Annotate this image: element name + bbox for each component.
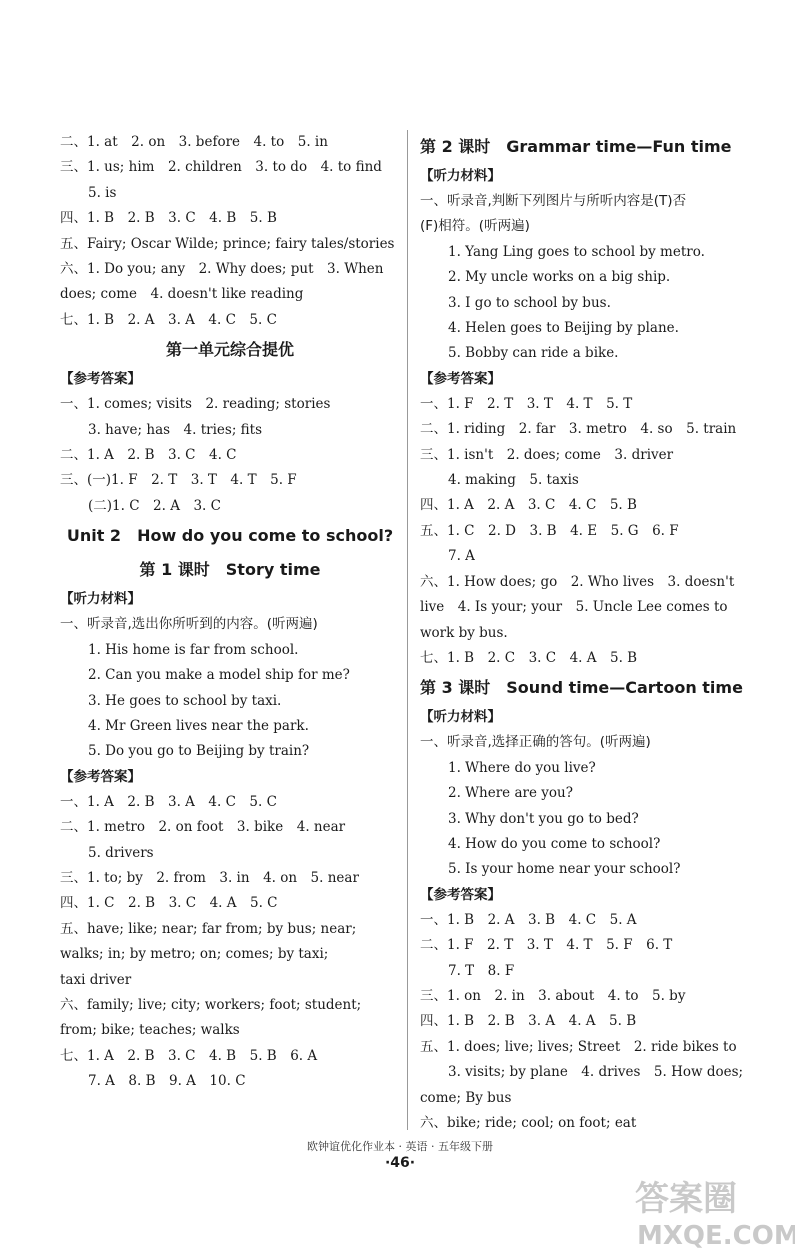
answer-line: 七、1. B 2. A 3. A 4. C 5. C — [60, 311, 277, 328]
question-instruction: 一、听录音,判断下列图片与所听内容是(T)否 — [420, 193, 687, 209]
section-tag: 【参考答案】 — [420, 370, 501, 387]
answer-line: 六、family; live; city; workers; foot; student; — [60, 996, 362, 1013]
answer-line: 5. Is your home near your school? — [448, 861, 681, 878]
section-heading: 第 1 课时 Story time — [139, 560, 321, 580]
answer-line: come; By bus — [420, 1089, 512, 1106]
answer-line: 四、1. B 2. B 3. A 4. A 5. B — [420, 1013, 637, 1030]
answer-line: 7. T 8. F — [448, 962, 515, 979]
book-footer: 欧钟谊优化作业本 · 英语 · 五年级下册 — [307, 1140, 493, 1153]
answer-line: 2. My uncle works on a big ship. — [448, 269, 671, 286]
answer-line: 4. How do you come to school? — [448, 835, 661, 852]
answer-line: 3. Why don't you go to bed? — [448, 810, 639, 827]
column-divider — [407, 130, 408, 1130]
answer-line: 三、1. on 2. in 3. about 4. to 5. by — [420, 987, 686, 1004]
answer-line: 六、1. Do you; any 2. Why does; put 3. When — [60, 261, 384, 278]
answer-line: 4. Mr Green lives near the park. — [88, 717, 309, 734]
answer-line: 4. Helen goes to Beijing by plane. — [448, 320, 679, 337]
answer-line: 二、1. riding 2. far 3. metro 4. so 5. train — [420, 421, 737, 438]
answer-line: 一、1. B 2. A 3. B 4. C 5. A — [420, 911, 637, 928]
answer-line: 7. A — [448, 548, 475, 565]
left-column — [60, 130, 400, 1095]
section-heading: 第 2 课时 Grammar time—Fun time — [420, 137, 732, 156]
answer-line: 三、1. us; him 2. children 3. to do 4. to find — [60, 159, 382, 176]
answer-line: 五、have; like; near; far from; by bus; near; — [60, 920, 357, 937]
section-tag: 【参考答案】 — [420, 886, 501, 903]
answer-line: 1. His home is far from school. — [88, 641, 299, 658]
answer-line: 二、1. metro 2. on foot 3. bike 4. near — [60, 819, 346, 836]
answer-line: 三、1. to; by 2. from 3. in 4. on 5. near — [60, 869, 359, 886]
answer-line: 3. I go to school by bus. — [448, 294, 611, 311]
section-tag: 【参考答案】 — [60, 371, 141, 388]
answer-line: 七、1. B 2. C 3. C 4. A 5. B — [420, 649, 638, 666]
answer-line: 二、1. A 2. B 3. C 4. C — [60, 447, 237, 464]
answer-line: 2. Can you make a model ship for me? — [88, 667, 350, 684]
right-column — [420, 130, 765, 1136]
answer-line: 5. drivers — [88, 844, 154, 861]
section-tag: 【听力材料】 — [420, 709, 501, 726]
answer-line: 5. Bobby can ride a bike. — [448, 345, 619, 362]
answer-line: walks; in; by metro; on; comes; by taxi; — [60, 946, 329, 963]
answer-line: 三、1. isn't 2. does; come 3. driver — [420, 446, 674, 463]
watermark-top: 答案圈 — [635, 1179, 737, 1219]
answer-line: 2. Where are you? — [448, 785, 573, 802]
answer-line: 一、1. F 2. T 3. T 4. T 5. T — [420, 395, 633, 412]
answer-line: 5. is — [88, 184, 117, 201]
watermark-logo — [625, 1162, 795, 1252]
answer-line: 二、1. at 2. on 3. before 4. to 5. in — [60, 134, 328, 150]
answer-line: 7. A 8. B 9. A 10. C — [88, 1073, 246, 1090]
section-heading: 第一单元综合提优 — [165, 340, 294, 360]
answer-line: 六、1. How does; go 2. Who lives 3. doesn't — [420, 573, 735, 590]
question-instruction: (F)相符。(听两遍) — [420, 218, 530, 235]
answer-line: 3. have; has 4. tries; fits — [88, 421, 263, 438]
section-tag: 【听力材料】 — [420, 168, 501, 184]
answer-line: 一、1. comes; visits 2. reading; stories — [60, 396, 331, 413]
answer-line: 三、(一)1. F 2. T 3. T 4. T 5. F — [60, 472, 297, 489]
answer-line: 五、1. does; live; lives; Street 2. ride bikes to — [420, 1038, 737, 1055]
section-heading: 第 3 课时 Sound time—Cartoon time — [420, 678, 743, 698]
question-instruction: 一、听录音,选出你所听到的内容。(听两遍) — [60, 616, 318, 633]
answer-line: 四、1. B 2. B 3. C 4. B 5. B — [60, 210, 277, 227]
answer-line: 四、1. A 2. A 3. C 4. C 5. B — [420, 497, 637, 514]
answer-line: 1. Yang Ling goes to school by metro. — [448, 243, 705, 260]
answer-line: 4. making 5. taxis — [448, 472, 579, 489]
answer-line: 五、Fairy; Oscar Wilde; prince; fairy tales/stories — [60, 235, 395, 252]
answer-line: work by bus. — [420, 624, 508, 641]
section-tag: 【参考答案】 — [60, 768, 141, 785]
answer-line: 5. Do you go to Beijing by train? — [88, 743, 310, 760]
answer-line: does; come 4. doesn't like reading — [60, 286, 304, 303]
answer-line: 一、1. A 2. B 3. A 4. C 5. C — [60, 793, 277, 810]
section-heading: Unit 2 How do you come to school? — [66, 526, 394, 546]
answer-line: 3. He goes to school by taxi. — [88, 692, 282, 709]
answer-line: 五、1. C 2. D 3. B 4. E 5. G 6. F — [420, 522, 679, 539]
answer-line: 3. visits; by plane 4. drives 5. How does; — [448, 1064, 744, 1081]
answer-line: 1. Where do you live? — [448, 759, 596, 776]
answer-line: (二)1. C 2. A 3. C — [88, 497, 221, 514]
answer-line: 四、1. C 2. B 3. C 4. A 5. C — [60, 895, 278, 912]
answer-line: taxi driver — [60, 971, 132, 988]
watermark-bottom: MXQE.COM — [637, 1221, 795, 1251]
answer-line: 六、bike; ride; cool; on foot; eat — [420, 1115, 637, 1131]
answer-line: live 4. Is your; your 5. Uncle Lee comes to — [420, 599, 728, 616]
answer-line: from; bike; teaches; walks — [60, 1022, 240, 1039]
page-number: ·46· — [384, 1155, 416, 1171]
question-instruction: 一、听录音,选择正确的答句。(听两遍) — [420, 734, 651, 751]
section-tag: 【听力材料】 — [60, 591, 141, 608]
answer-line: 七、1. A 2. B 3. C 4. B 5. B 6. A — [60, 1047, 318, 1064]
answer-line: 二、1. F 2. T 3. T 4. T 5. F 6. T — [420, 937, 673, 954]
